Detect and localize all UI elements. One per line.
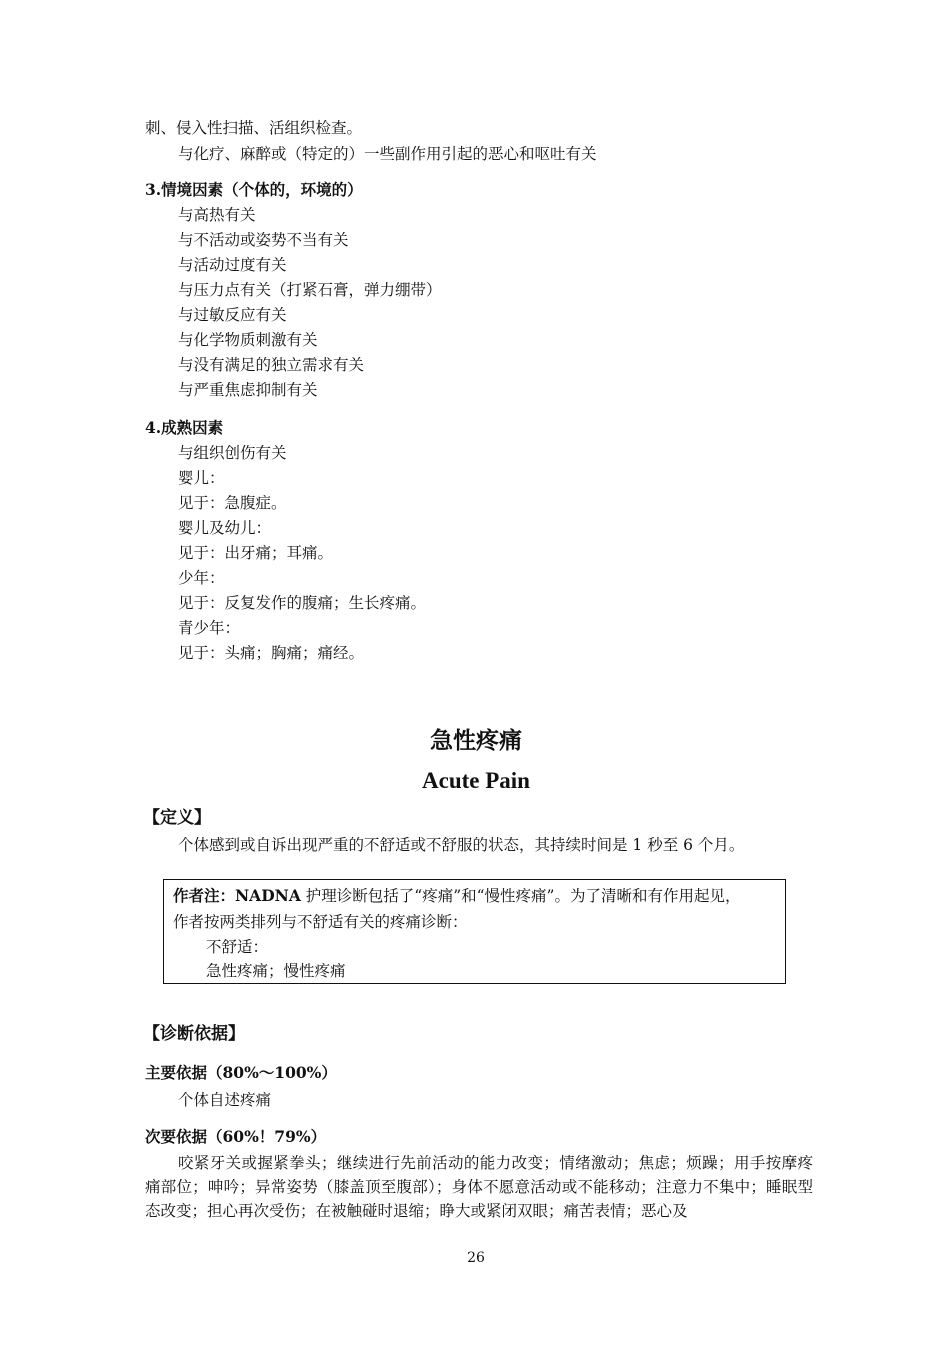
list-item: 见于：反复发作的腹痛；生长疼痛。	[178, 594, 427, 612]
list-item: 与化学物质刺激有关	[178, 331, 318, 349]
note-line-1	[173, 886, 741, 906]
list-item: 与高热有关	[178, 206, 256, 224]
list-item: 与组织创伤有关	[178, 444, 287, 462]
note-line-2: 作者按两类排列与不舒适有关的疼痛诊断：	[173, 913, 468, 931]
note-label: 作者注：	[173, 886, 236, 905]
list-item: 与没有满足的独立需求有关	[178, 356, 365, 374]
major-criteria-heading: 主要依据（80%～100%）	[145, 1063, 337, 1082]
list-item: 婴儿：	[178, 469, 225, 487]
list-item: 见于：急腹症。	[178, 494, 287, 512]
note-line-1-text: 护理诊断包括了“疼痛”和“慢性疼痛”。为了清晰和有作用起见，	[300, 887, 741, 905]
major-criteria-text: 个体自述疼痛	[178, 1091, 272, 1109]
text-line: 与化疗、麻醉或（特定的）一些副作用引起的恶心和呕吐有关	[178, 145, 597, 163]
note-acronym: NADNA	[235, 886, 301, 905]
diagnosis-heading: 【诊断依据】	[143, 1024, 245, 1044]
section-heading-maturational: 4.成熟因素	[145, 418, 224, 437]
page-title-english: Acute Pain	[422, 768, 530, 793]
author-note-box	[163, 879, 786, 984]
list-item: 与压力点有关（打紧石膏，弹力绷带）	[178, 281, 442, 299]
list-item: 与过敏反应有关	[178, 306, 287, 324]
list-item: 见于：头痛；胸痛；痛经。	[178, 644, 365, 662]
definition-heading: 【定义】	[143, 808, 211, 828]
definition-text: 个体感到或自诉出现严重的不舒适或不舒服的状态，其持续时间是 1 秒至 6 个月。	[178, 836, 745, 854]
list-item: 与不活动或姿势不当有关	[178, 231, 349, 249]
list-item: 青少年：	[178, 619, 241, 637]
list-item: 与活动过度有关	[178, 256, 287, 274]
note-line-4: 急性疼痛；慢性疼痛	[206, 962, 346, 980]
minor-criteria-text: 咬紧牙关或握紧拳头；继续进行先前活动的能力改变；情绪激动；焦虑；烦躁；用手按摩疼痛部位；呻吟；异常姿势（膝盖顶至腹部）；身体不愿意活动或不能移动；注意力不集中；睡眠型态改变；担心再次受伤；在被触碰时退缩；睁大或紧闭双眼；痛苦表情；恶心及	[145, 1154, 813, 1220]
list-item: 见于：出牙痛；耳痛。	[178, 544, 334, 562]
list-item: 少年：	[178, 569, 225, 587]
list-item: 与严重焦虑抑制有关	[178, 381, 318, 399]
note-line-3: 不舒适：	[206, 938, 269, 956]
text-line: 刺、侵入性扫描、活组织检查。	[145, 119, 363, 137]
list-item: 婴儿及幼儿：	[178, 519, 272, 537]
page-title-chinese: 急性疼痛	[430, 728, 522, 754]
page-number: 26	[467, 1250, 485, 1266]
minor-criteria-heading: 次要依据（60%！79%）	[145, 1127, 327, 1146]
section-heading-situational: 3.情境因素（个体的，环境的）	[145, 180, 363, 199]
